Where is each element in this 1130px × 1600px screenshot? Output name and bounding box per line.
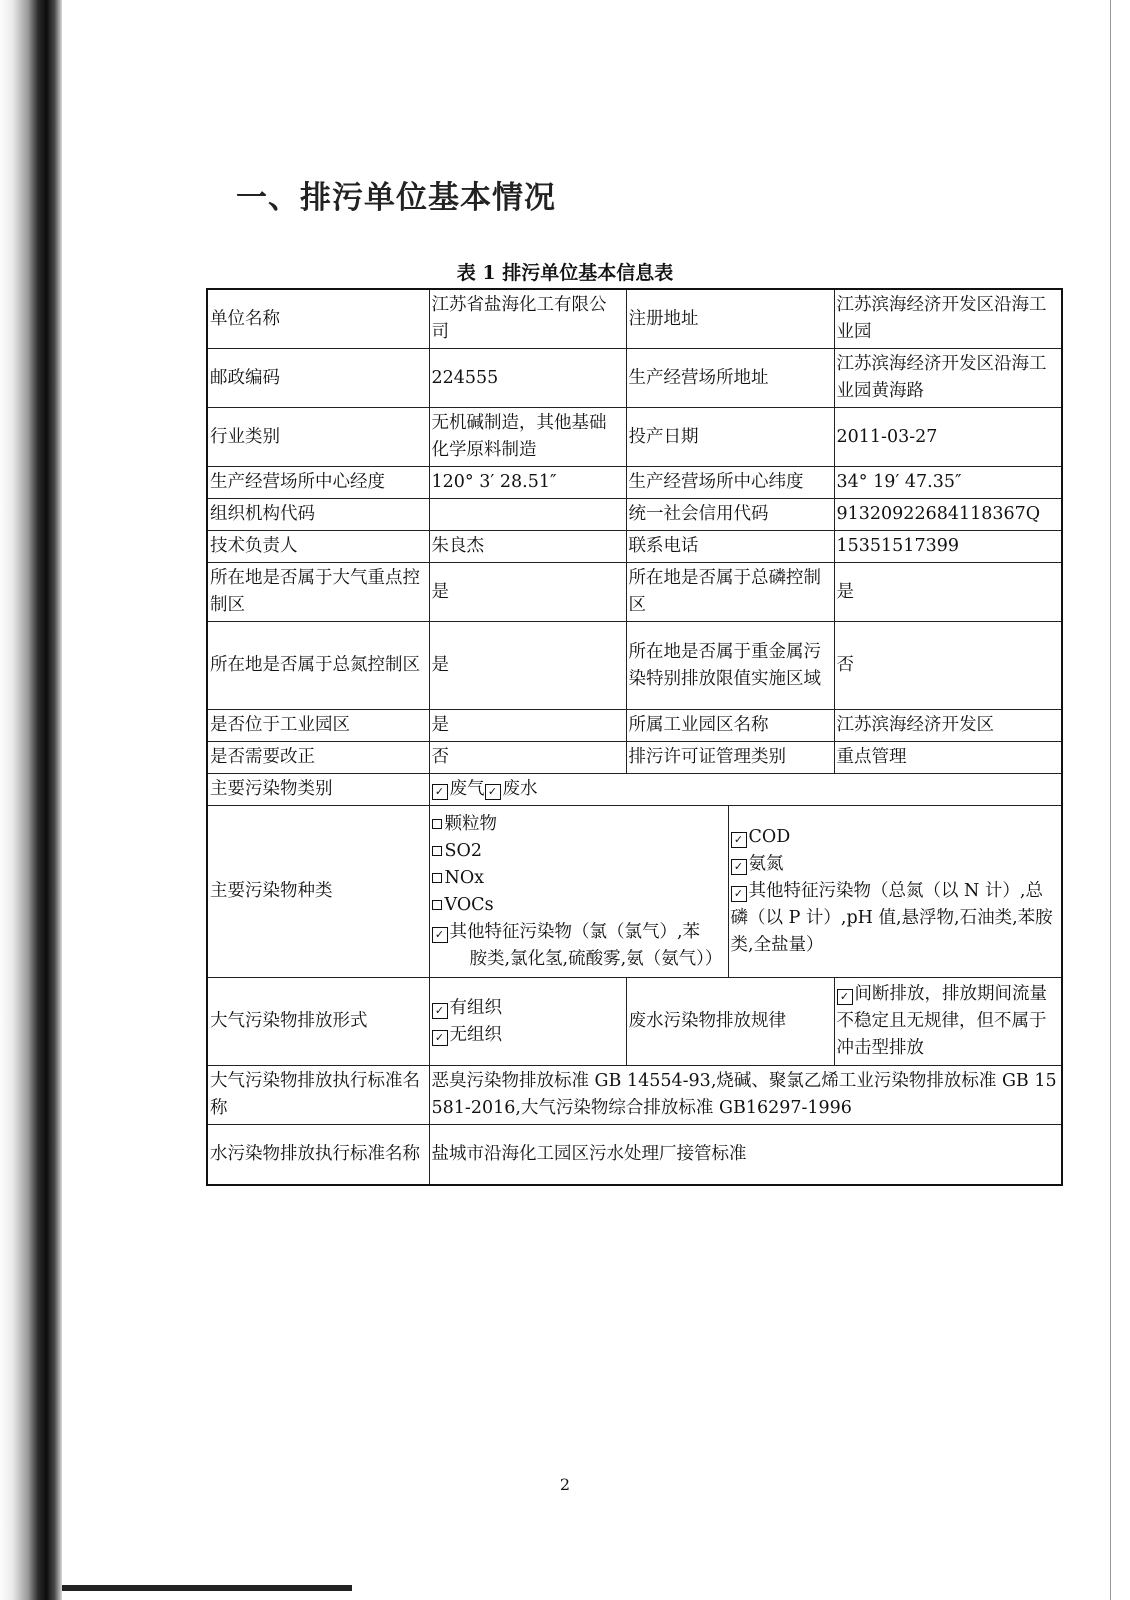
list-item: SO2 xyxy=(432,838,726,865)
list-item: ✓ 氨氮 xyxy=(731,851,1060,878)
table-row xyxy=(207,622,1062,710)
unchecked-box-icon xyxy=(432,873,442,883)
cell-value: 34° 19′ 47.35″ xyxy=(834,467,1062,499)
cell-value: 否 xyxy=(834,622,1062,710)
cell-value: 朱良杰 xyxy=(429,531,626,563)
cell-label: 大气污染物排放形式 xyxy=(207,978,429,1066)
cell-label: 注册地址 xyxy=(626,289,834,349)
cell-value: 江苏滨海经济开发区 xyxy=(834,710,1062,742)
cell-value: 江苏省盐海化工有限公司 xyxy=(429,289,626,349)
cell-label: 排污许可证管理类别 xyxy=(626,742,834,774)
checked-box-icon: ✓ xyxy=(731,859,747,875)
cell-label: 所在地是否属于重金属污染特别排放限值实施区域 xyxy=(626,622,834,710)
scan-shadow-bottom xyxy=(62,1585,352,1591)
table-row xyxy=(207,499,1062,531)
cell-value: 否 xyxy=(429,742,626,774)
cell-value: 江苏滨海经济开发区沿海工业园 xyxy=(834,289,1062,349)
cell-label: 废水污染物排放规律 xyxy=(626,978,834,1066)
unchecked-box-icon xyxy=(432,900,442,910)
table-row xyxy=(207,978,1062,1066)
cell-value: 是 xyxy=(429,710,626,742)
cell-value: 是 xyxy=(834,563,1062,622)
page-number: 2 xyxy=(559,1475,571,1494)
cell-label: 主要污染物类别 xyxy=(207,774,429,806)
checked-box-icon: ✓ xyxy=(485,784,501,800)
cell-value: 恶臭污染物排放标准 GB 14554-93,烧碱、聚氯乙烯工业污染物排放标准 GB 15581-2016,大气污染物综合排放标准 GB16297-1996 xyxy=(429,1066,1062,1125)
table-row xyxy=(207,563,1062,622)
cell-value: 是 xyxy=(429,563,626,622)
cell-value: 2011-03-27 xyxy=(834,408,1062,467)
list-item: 胺类,氯化氢,硫酸雾,氨（氨气）） xyxy=(469,948,723,969)
category-gas: 废气 xyxy=(449,779,485,799)
cell-label: 生产经营场所中心经度 xyxy=(207,467,429,499)
checked-box-icon: ✓ xyxy=(432,1003,448,1019)
checked-box-icon: ✓ xyxy=(432,784,448,800)
cell-label: 组织机构代码 xyxy=(207,499,429,531)
scan-shadow-edge xyxy=(0,0,62,1600)
cell-label: 行业类别 xyxy=(207,408,429,467)
table-row xyxy=(207,467,1062,499)
unchecked-box-icon xyxy=(432,819,442,829)
table-row xyxy=(207,408,1062,467)
cell-value: 是 xyxy=(429,622,626,710)
cell-value: 91320922684118367Q xyxy=(834,499,1062,531)
cell-value: 江苏滨海经济开发区沿海工业园黄海路 xyxy=(834,349,1062,408)
list-item: ✓ 其他特征污染物（总氮（以 N 计）,总磷（以 P 计）,pH 值,悬浮物,石油类,苯胺类,全盐量） xyxy=(730,881,1053,955)
table-caption: 表 1 排污单位基本信息表 xyxy=(456,262,674,284)
cell-value: 15351517399 xyxy=(834,531,1062,563)
cell-label: 主要污染物种类 xyxy=(207,806,429,978)
cell-label: 单位名称 xyxy=(207,289,429,349)
table-row xyxy=(207,774,1062,806)
list-item: 颗粒物 xyxy=(432,811,726,838)
cell-label: 所在地是否属于总磷控制区 xyxy=(626,563,834,622)
cell-value: 120° 3′ 28.51″ xyxy=(429,467,626,499)
list-item: ✓ 其他特征污染物（氯（氯气）,苯 xyxy=(432,919,726,946)
air-form-cell xyxy=(429,978,626,1066)
checked-box-icon: ✓ xyxy=(731,832,747,848)
air-pollutant-list xyxy=(429,806,728,978)
unchecked-box-icon xyxy=(432,846,442,856)
table-row xyxy=(207,742,1062,774)
cell-label: 生产经营场所中心纬度 xyxy=(626,467,834,499)
cell-label: 水污染物排放执行标准名称 xyxy=(207,1125,429,1185)
checked-box-icon: ✓ xyxy=(432,1030,448,1046)
cell-label: 大气污染物排放执行标准名称 xyxy=(207,1066,429,1125)
basic-info-table xyxy=(206,288,1063,1186)
cell-value: 重点管理 xyxy=(834,742,1062,774)
table-row xyxy=(207,1125,1062,1185)
page-edge-line xyxy=(1110,0,1111,1600)
list-item: NOx xyxy=(432,865,726,892)
cell-label: 所在地是否属于大气重点控制区 xyxy=(207,563,429,622)
pollutant-category-cell xyxy=(429,774,1062,806)
section-heading: 一、排污单位基本情况 xyxy=(236,180,556,216)
list-item: ✓ COD xyxy=(731,824,1060,851)
cell-label: 联系电话 xyxy=(626,531,834,563)
cell-value: 无机碱制造，其他基础化学原料制造 xyxy=(429,408,626,467)
table-row xyxy=(207,710,1062,742)
cell-label: 技术负责人 xyxy=(207,531,429,563)
cell-label: 是否位于工业园区 xyxy=(207,710,429,742)
water-rule-cell: ✓ 间断排放，排放期间流量不稳定且无规律，但不属于冲击型排放 xyxy=(834,978,1062,1066)
list-item: ✓ 无组织 xyxy=(432,1022,624,1049)
water-pollutant-list xyxy=(728,806,1062,978)
table-row xyxy=(207,289,1062,349)
table-row xyxy=(207,531,1062,563)
cell-label: 投产日期 xyxy=(626,408,834,467)
checked-box-icon: ✓ xyxy=(837,989,853,1005)
cell-value: 盐城市沿海化工园区污水处理厂接管标准 xyxy=(429,1125,1062,1185)
cell-label: 统一社会信用代码 xyxy=(626,499,834,531)
list-item: ✓ 有组织 xyxy=(432,995,624,1022)
cell-label: 是否需要改正 xyxy=(207,742,429,774)
checked-box-icon: ✓ xyxy=(432,927,448,943)
table-row xyxy=(207,806,1062,978)
cell-label: 所在地是否属于总氮控制区 xyxy=(207,622,429,710)
cell-value xyxy=(429,499,626,531)
category-water: 废水 xyxy=(502,779,538,799)
cell-label: 生产经营场所地址 xyxy=(626,349,834,408)
list-item: VOCs xyxy=(432,892,726,919)
checked-box-icon: ✓ xyxy=(731,886,747,902)
cell-label: 邮政编码 xyxy=(207,349,429,408)
table-row xyxy=(207,349,1062,408)
cell-value: 224555 xyxy=(429,349,626,408)
table-row xyxy=(207,1066,1062,1125)
cell-label: 所属工业园区名称 xyxy=(626,710,834,742)
